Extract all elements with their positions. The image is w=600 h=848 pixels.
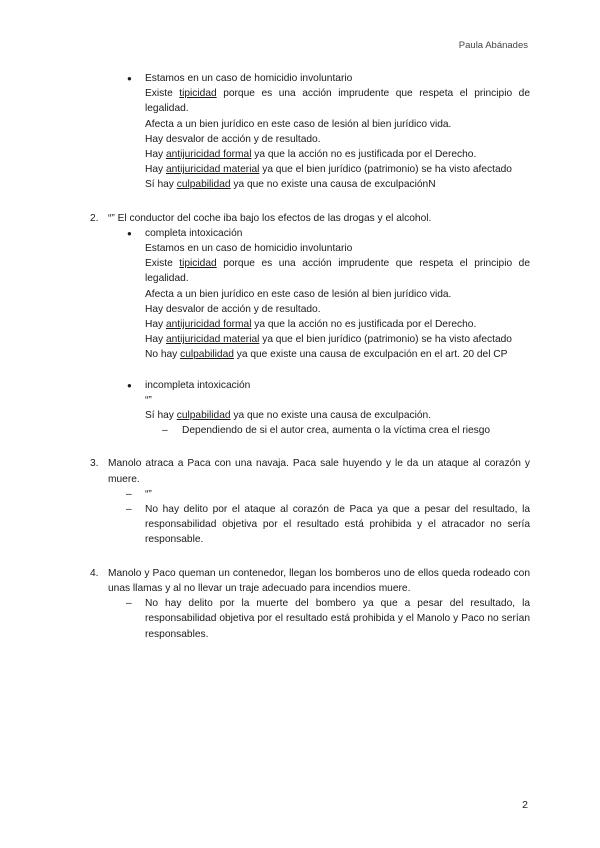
text-line: [145, 302, 530, 317]
text-line: [145, 332, 530, 347]
line-text: No hay: [145, 349, 181, 361]
item4: [90, 566, 530, 642]
bullet-icon: ●: [127, 228, 132, 238]
item3-dash1: [90, 487, 530, 502]
line-text: ya que la acción no es justificada por el Derecho.: [251, 149, 477, 161]
underlined-term: culpabilidad: [180, 349, 234, 361]
item2-sub1-lines: [90, 241, 530, 363]
underlined-term: antijuricidad material: [165, 164, 260, 176]
line-text: Afecta a un bien jurídico en este caso de lesión al bien jurídico vida.: [145, 118, 452, 130]
line-text: Hay: [145, 334, 166, 346]
item2-sub2-title: incompleta intoxicación: [145, 379, 251, 391]
document-body: [90, 71, 530, 642]
item2-sub1: [90, 226, 530, 363]
underlined-term: tipicidad: [179, 88, 217, 100]
item3-dash2: [90, 502, 530, 548]
page-header-author: Paula Abánades: [458, 40, 528, 51]
item3-number: 3.: [90, 458, 99, 470]
dash-icon: –: [126, 598, 132, 610]
line-text: Sí hay: [145, 410, 177, 422]
item2-sub2-line: [90, 408, 530, 423]
item1-bullet: [90, 71, 530, 193]
dash-icon: –: [126, 488, 132, 500]
item3-dash1-text: “”: [145, 488, 152, 500]
text-line: [145, 117, 530, 132]
line-text: porque es una acción imprudente que respeta el principio de legalidad.: [145, 88, 530, 115]
text-line: [145, 147, 530, 162]
dash-icon: –: [162, 425, 168, 437]
dash-icon: –: [126, 504, 132, 516]
line-text: ya que el bien jurídico (patrimonio) se ha visto afectado: [259, 334, 512, 346]
item2-sub1-title: completa intoxicación: [145, 227, 243, 239]
item1-title: Estamos en un caso de homicidio involuntario: [145, 73, 353, 84]
item2-sub2-quote: “”: [145, 394, 152, 406]
bullet-icon: ●: [127, 380, 132, 390]
line-text: ya que el bien jurídico (patrimonio) se ha visto afectado: [259, 164, 512, 176]
line-text: ya que existe una causa de exculpación en el art. 20 del CP: [233, 349, 508, 361]
text-line: [145, 256, 530, 286]
bullet-icon: ●: [127, 74, 132, 83]
item4-dash1: [90, 596, 530, 642]
line-text: Hay desvalor de acción y de resultado.: [145, 133, 321, 145]
line-text: Estamos en un caso de homicidio involuntario: [145, 243, 353, 255]
text-line: [145, 287, 530, 302]
item2-sub2-dash-text: Dependiendo de si el autor crea, aumenta o la víctima crea el riesgo: [182, 425, 491, 437]
text-line: [145, 162, 530, 177]
line-text: Afecta a un bien jurídico en este caso de lesión al bien jurídico vida.: [145, 288, 452, 300]
text-line: [145, 347, 530, 362]
line-text: ya que no existe una causa de exculpación.: [230, 410, 432, 422]
underlined-term: tipicidad: [179, 258, 217, 270]
line-text: Hay: [145, 164, 166, 176]
line-text: ya que no existe una causa de exculpaciónN: [230, 179, 436, 191]
underlined-term: culpabilidad: [176, 179, 231, 191]
line-text: porque es una acción imprudente que respeta el principio de legalidad.: [145, 258, 530, 285]
item2-sub2: [90, 378, 530, 439]
item3-text: Manolo atraca a Paca con una navaja. Paca sale huyendo y le da un ataque al corazón y muere.: [108, 458, 530, 485]
line-text: ya que la acción no es justificada por el Derecho.: [251, 319, 477, 331]
text-line: [145, 241, 530, 256]
item3-dash2-text: No hay delito por el ataque al corazón de Paca ya que a pesar del resultado, la responsabilidad objetiva por el resultado está prohibida y el atracador no sería responsable.: [145, 504, 530, 546]
line-text: Hay: [145, 319, 166, 331]
text-line: [145, 177, 530, 192]
underlined-term: antijuricidad material: [165, 334, 260, 346]
item2: [90, 211, 530, 439]
item4-number: 4.: [90, 567, 99, 579]
underlined-term: antijuricidad formal: [165, 149, 252, 161]
line-text: Hay: [145, 149, 166, 161]
item4-dash1-text: No hay delito por la muerte del bombero ya que a pesar del resultado, la responsabilidad objetiva por el resultado está prohibida y el Manolo y Paco no serían responsables.: [145, 598, 530, 640]
line-text: Hay desvalor de acción y de resultado.: [145, 303, 321, 315]
underlined-term: culpabilidad: [176, 410, 231, 422]
item2-text: “” El conductor del coche iba bajo los efectos de las drogas y el alcohol.: [108, 212, 432, 224]
line-text: Sí hay: [145, 179, 177, 191]
text-line: [145, 132, 530, 147]
line-text: Existe: [145, 88, 180, 100]
text-line: [145, 86, 530, 116]
item4-text: Manolo y Paco queman un contenedor, llegan los bomberos uno de ellos queda rodeado con unas llamas y al no llevar un traje adecuado para incendios muere.: [108, 567, 530, 594]
item2-sub2-dash: [90, 423, 530, 438]
item3: [90, 456, 530, 547]
item2-number: 2.: [90, 212, 99, 224]
page-number: 2: [522, 799, 528, 811]
item1-lines: [90, 86, 530, 192]
line-text: Existe: [145, 258, 180, 270]
underlined-term: antijuricidad formal: [165, 319, 252, 331]
text-line: [145, 317, 530, 332]
